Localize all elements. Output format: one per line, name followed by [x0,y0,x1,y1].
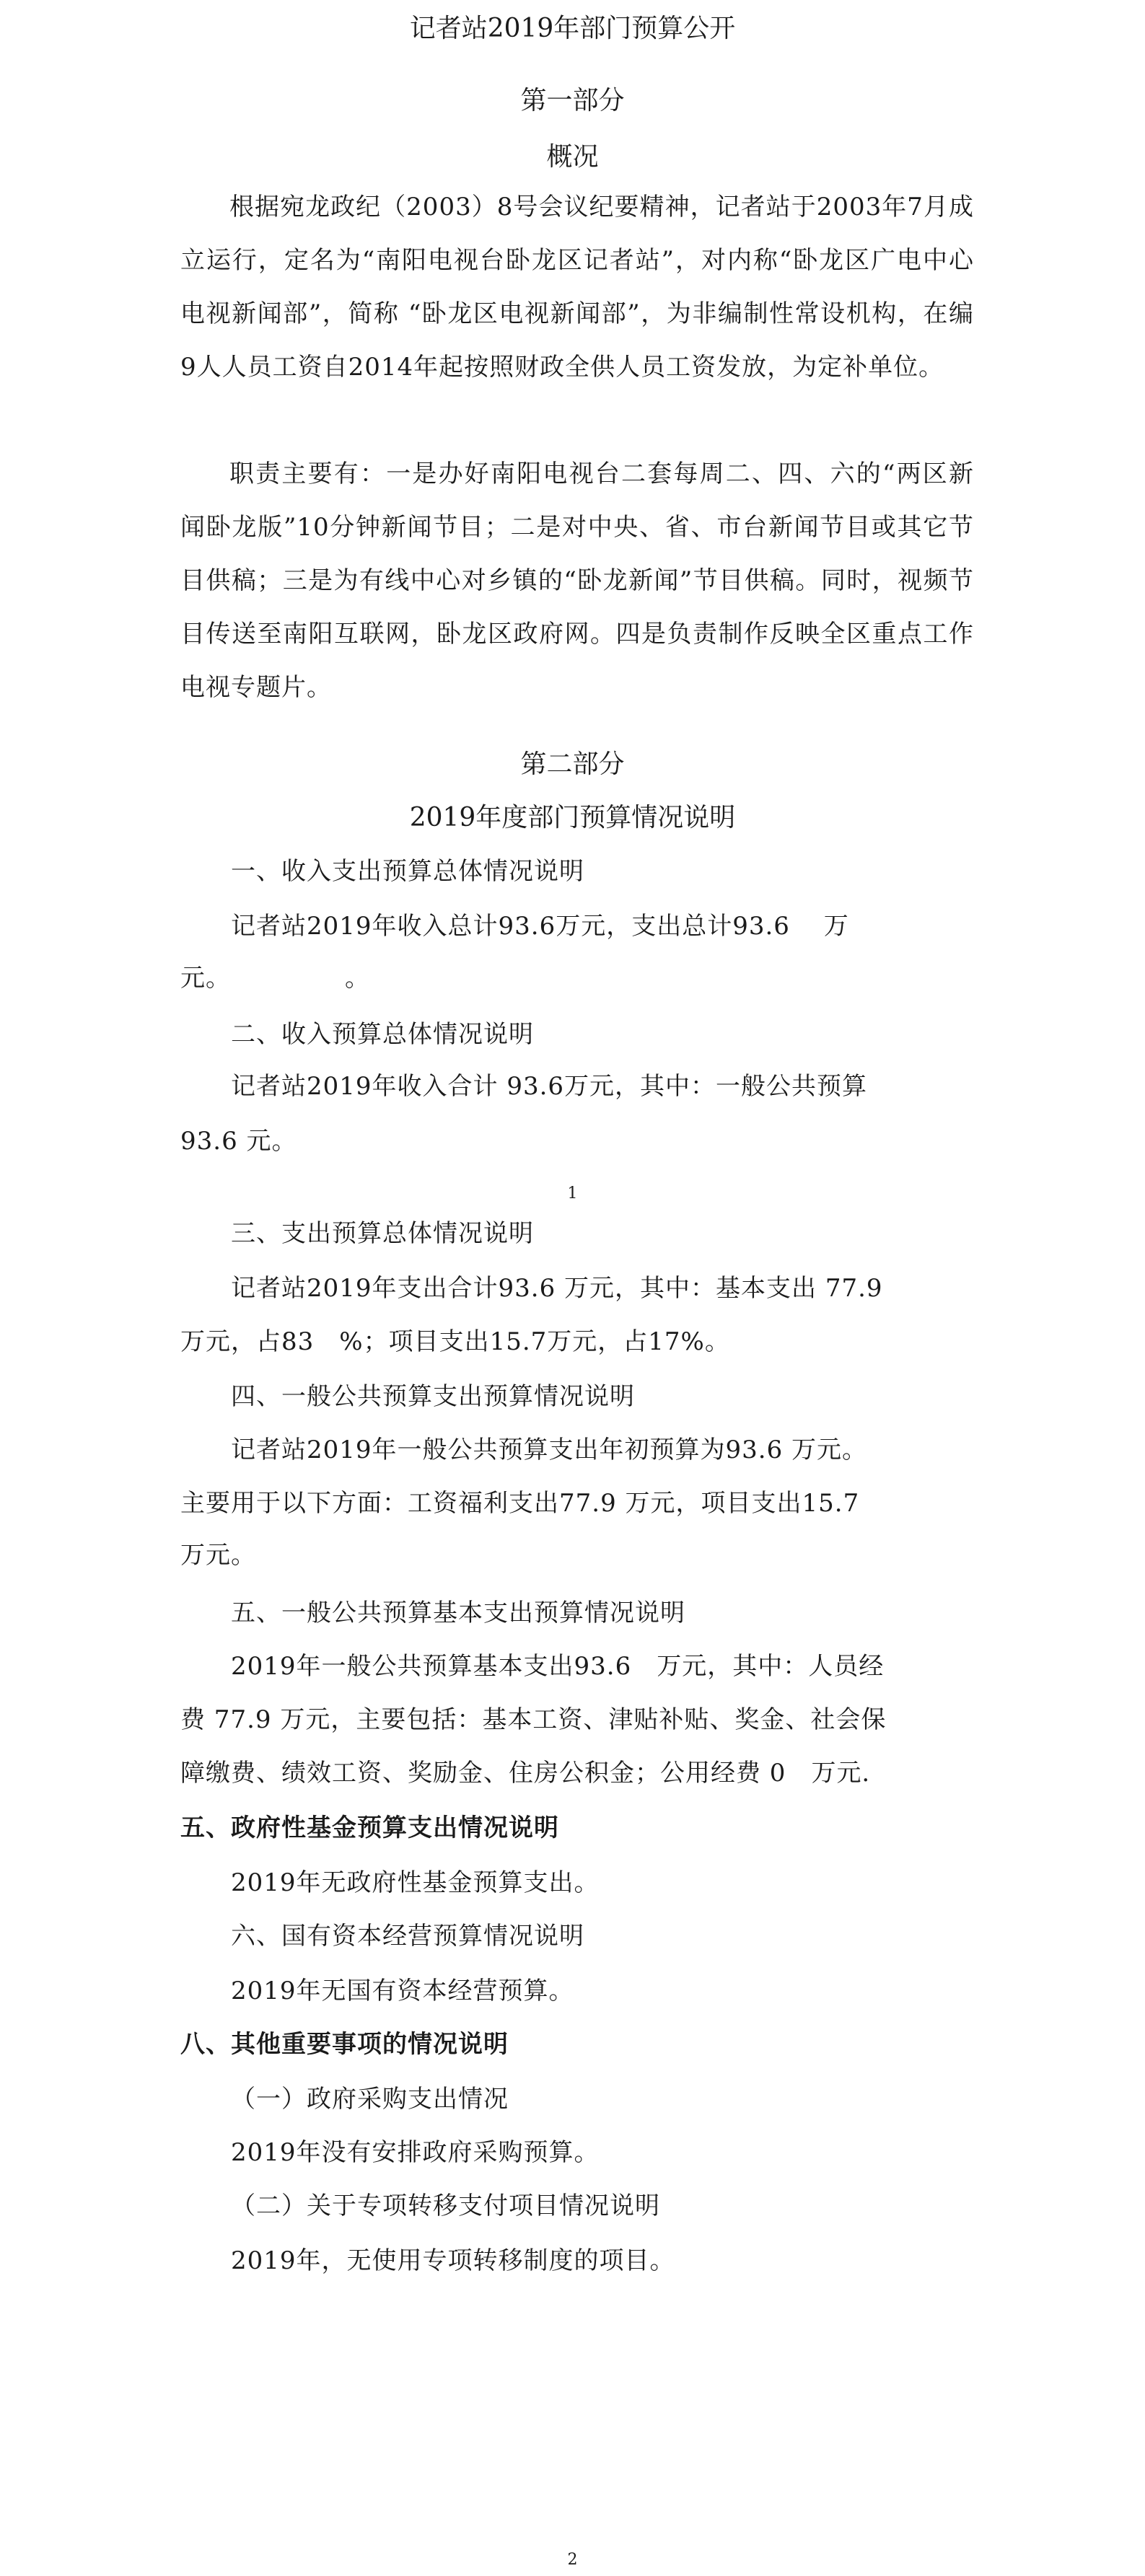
part1-paragraph-1: 根据宛龙政纪（2003）8号会议纪要精神，记者站于2003年7月成立运行，定名为“南阳电视台卧龙区记者站”，对内称“卧龙区广电中心电视新闻部”，简称 “卧龙区电视新闻部”，为非编制性常设机构，在编9人人员工资自2014年起按照财政全供人员工资发放，为定补单位。 [180,193,974,382]
page-number-1: 1 [567,1184,578,1203]
section4-line-1: 记者站2019年一般公共预算支出年初预算为93.6 万元。 [231,1436,868,1464]
section8-sub2-line: 2019年，无使用专项转移制度的项目。 [231,2246,675,2275]
section5-line-3: 障缴费、绩效工资、奖励金、住房公积金；公用经费 0 万元. [180,1759,871,1788]
part1-paragraph-2: 职责主要有：一是办好南阳电视台二套每周二、四、六的“两区新闻卧龙版”10分钟新闻节目；二是对中央、省、市台新闻节目或其它节目供稿；三是为有线中心对乡镇的“卧龙新闻”节目供稿。同时，视频节目传送至南阳互联网，卧龙区政府网。四是负责制作反映全区重点工作电视专题片。 [180,460,974,702]
section5-line-1: 2019年一般公共预算基本支出93.6 万元，其中：人员经 [231,1652,885,1681]
section2-title: 二、收入预算总体情况说明 [231,1020,534,1049]
section4-line-3: 万元。 [180,1541,256,1570]
section3-line-1: 记者站2019年支出合计93.6 万元，其中：基本支出 77.9 [231,1274,883,1303]
section2-line-1: 记者站2019年收入合计 93.6万元，其中：一般公共预算 [231,1072,868,1101]
section3-line-2: 万元，占83 %；项目支出15.7万元，占17%。 [180,1327,730,1356]
document-title: 记者站2019年部门预算公开 [409,14,736,43]
part2-subheading: 2019年度部门预算情况说明 [409,803,736,832]
section4-line-2: 主要用于以下方面：工资福利支出77.9 万元，项目支出15.7 [180,1489,860,1518]
section7-title: 六、国有资本经营预算情况说明 [231,1922,584,1951]
page-number-2: 2 [567,2551,578,2569]
section8-sub2-title: （二）关于专项转移支付项目情况说明 [231,2192,660,2220]
section2-line-2: 93.6 元。 [180,1127,297,1156]
part2-heading: 第二部分 [520,749,625,779]
part1-heading: 第一部分 [520,86,625,115]
section7-line-1: 2019年无国有资本经营预算。 [231,1977,574,2005]
section5-line-2: 费 77.9 万元，主要包括：基本工资、津贴补贴、奖金、社会保 [180,1705,887,1734]
section6-title: 五、政府性基金预算支出情况说明 [180,1814,559,1842]
part1-subheading: 概况 [546,142,599,172]
section8-title: 八、其他重要事项的情况说明 [180,2030,509,2059]
section1-line-2: 元。 。 [180,964,370,993]
section5-title: 五、一般公共预算基本支出预算情况说明 [231,1599,685,1627]
section4-title: 四、一般公共预算支出预算情况说明 [231,1382,635,1411]
section8-sub1-title: （一）政府采购支出情况 [231,2085,509,2114]
section6-line-1: 2019年无政府性基金预算支出。 [231,1868,600,1897]
section1-line-1: 记者站2019年收入总计93.6万元，支出总计93.6 万 [231,912,849,941]
section3-title: 三、支出预算总体情况说明 [231,1219,534,1248]
section8-sub1-line: 2019年没有安排政府采购预算。 [231,2138,600,2167]
section1-title: 一、收入支出预算总体情况说明 [231,857,584,886]
